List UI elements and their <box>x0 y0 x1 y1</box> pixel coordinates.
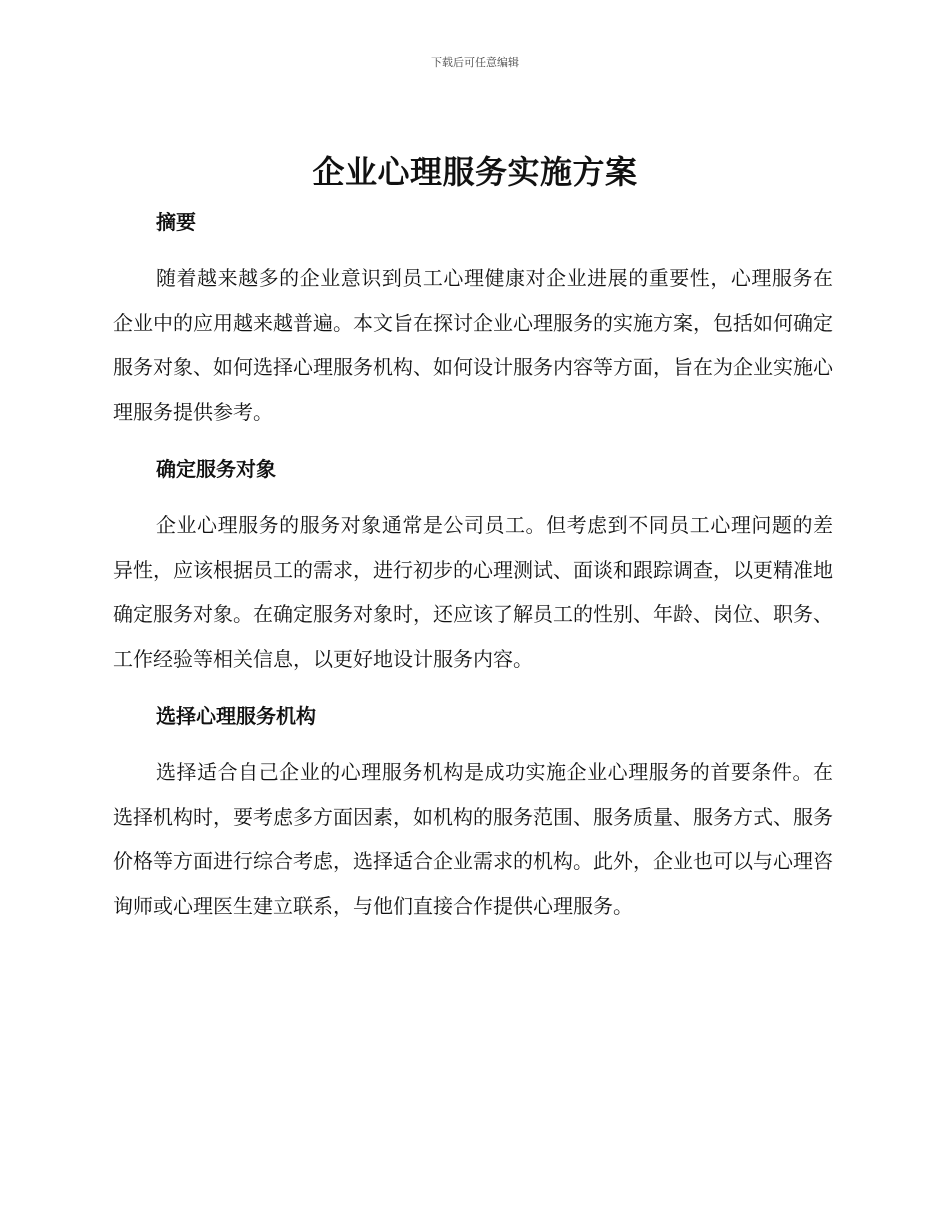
section-choose-provider <box>113 696 833 928</box>
section-heading: 确定服务对象 <box>156 457 276 481</box>
section-abstract <box>113 202 833 434</box>
section-heading: 摘要 <box>156 210 196 234</box>
header-note: 下载后可任意编辑 <box>431 56 519 69</box>
section-paragraph: 选择适合自己企业的心理服务机构是成功实施企业心理服务的首要条件。在选择机构时，要考虑多方面因素，如机构的服务范围、服务质量、服务方式、服务价格等方面进行综合考虑，选择适合企业需求的机构。此外，企业也可以与心理咨询师或心理医生建立联系，与他们直接合作提供心理服务。 <box>113 760 833 918</box>
section-paragraph: 企业心理服务的服务对象通常是公司员工。但考虑到不同员工心理问题的差异性，应该根据员工的需求，进行初步的心理测试、面谈和跟踪调查，以更精准地确定服务对象。在确定服务对象时，还应该了解员工的性别、年龄、岗位、职务、工作经验等相关信息，以更好地设计服务内容。 <box>113 513 833 671</box>
section-heading: 选择心理服务机构 <box>156 704 316 728</box>
section-paragraph: 随着越来越多的企业意识到员工心理健康对企业进展的重要性，心理服务在企业中的应用越来越普遍。本文旨在探讨企业心理服务的实施方案，包括如何确定服务对象、如何选择心理服务机构、如何设计服务内容等方面，旨在为企业实施心理服务提供参考。 <box>113 266 833 424</box>
document-body <box>113 202 833 928</box>
document-title: 企业心理服务实施方案 <box>312 153 638 191</box>
section-target-audience <box>113 449 833 681</box>
